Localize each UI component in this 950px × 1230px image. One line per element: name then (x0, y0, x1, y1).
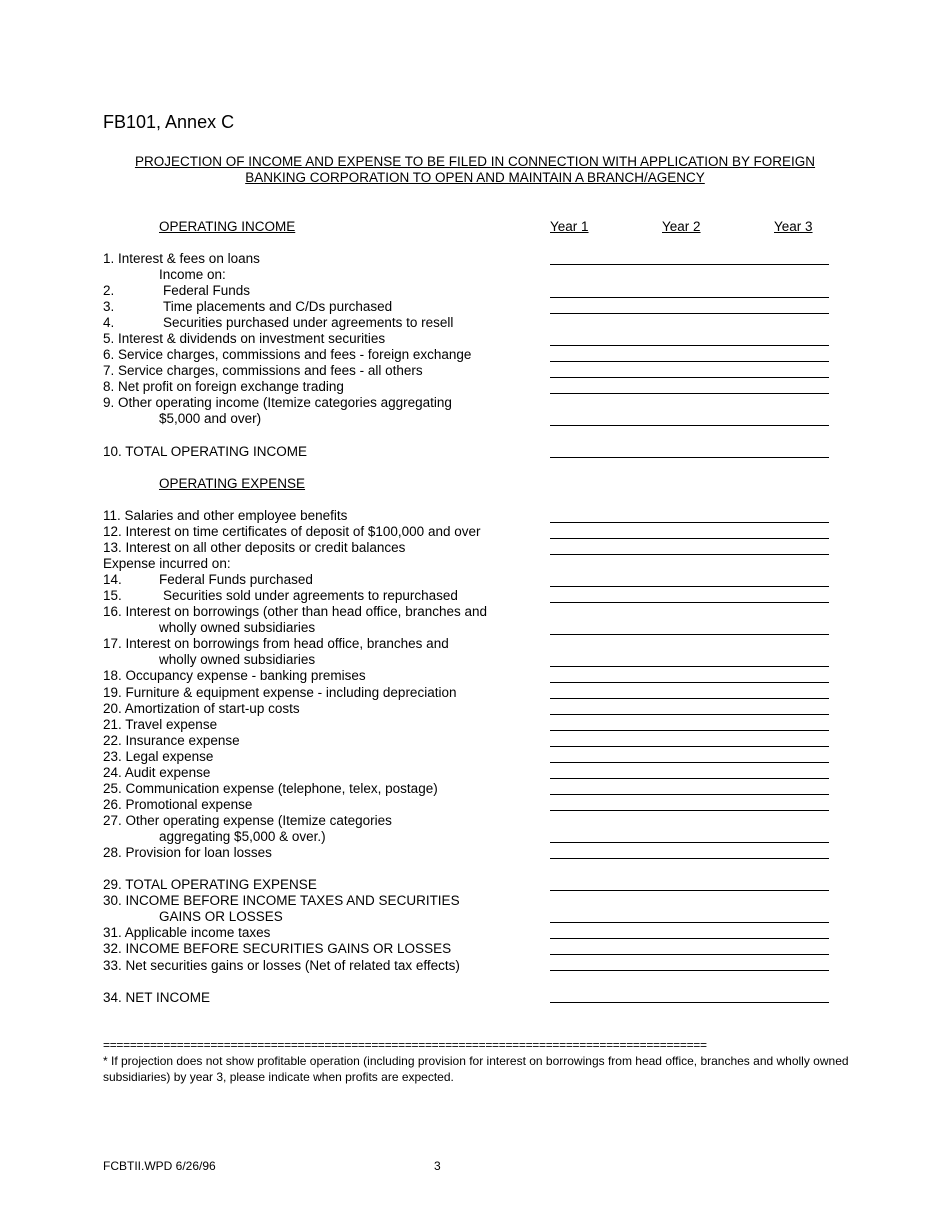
line-label: 17. Interest on borrowings from head office, branches and (103, 636, 449, 651)
entry-line[interactable] (550, 264, 829, 265)
entry-line[interactable] (550, 377, 829, 378)
line-label: Securities sold under agreements to repurchased (163, 588, 458, 603)
line-number: 15. (103, 588, 122, 603)
entry-line[interactable] (550, 602, 829, 603)
line-label: 31. Applicable income taxes (103, 925, 271, 940)
entry-line[interactable] (550, 714, 829, 715)
entry-line[interactable] (550, 682, 829, 683)
footnote: * If projection does not show profitable operation (including provision for interest on borrowings from head office, branches and wholly owned subsidiaries) by year 3, please indicate when profits are expected. (103, 1054, 849, 1084)
line-label: 20. Amortization of start-up costs (103, 701, 300, 716)
line-label: wholly owned subsidiaries (159, 620, 316, 635)
entry-line[interactable] (550, 1002, 829, 1003)
entry-line[interactable] (550, 297, 829, 298)
line-label: 13. Interest on all other deposits or credit balances (103, 540, 406, 555)
entry-line[interactable] (550, 954, 829, 955)
entry-line[interactable] (550, 842, 829, 843)
line-label: Time placements and C/Ds purchased (163, 299, 393, 314)
line-label: 5. Interest & dividends on investment securities (103, 331, 386, 346)
line-label: 25. Communication expense (telephone, telex, postage) (103, 781, 438, 796)
entry-line[interactable] (550, 345, 829, 346)
line-label: 7. Service charges, commissions and fees - all others (103, 363, 423, 378)
line-label: 6. Service charges, commissions and fees - foreign exchange (103, 347, 472, 362)
line-label: 23. Legal expense (103, 749, 214, 764)
line-label: GAINS OR LOSSES (159, 909, 283, 924)
line-label: 32. INCOME BEFORE SECURITIES GAINS OR LOSSES (103, 941, 452, 956)
entry-line[interactable] (550, 762, 829, 763)
line-label: 19. Furniture & equipment expense - including depreciation (103, 685, 457, 700)
entry-line[interactable] (550, 922, 829, 923)
line-label: Expense incurred on: (103, 556, 231, 571)
entry-line[interactable] (550, 457, 829, 458)
separator-line: ========================================================================================== (103, 1038, 707, 1052)
line-label: 24. Audit expense (103, 765, 211, 780)
entry-line[interactable] (550, 586, 829, 587)
document-id: FB101, Annex C (103, 112, 235, 132)
line-label: 12. Interest on time certificates of deposit of $100,000 and over (103, 524, 481, 539)
line-label: 22. Insurance expense (103, 733, 240, 748)
entry-line[interactable] (550, 393, 829, 394)
column-year-2: Year 2 (662, 219, 701, 234)
line-number: 4. (103, 315, 115, 330)
entry-line[interactable] (550, 361, 829, 362)
entry-line[interactable] (550, 313, 829, 314)
line-number: 14. (103, 572, 122, 587)
entry-line[interactable] (550, 666, 829, 667)
line-label: 18. Occupancy expense - banking premises (103, 668, 366, 683)
line-label: 11. Salaries and other employee benefits (103, 508, 348, 523)
entry-line[interactable] (550, 634, 829, 635)
line-label: 27. Other operating expense (Itemize categories (103, 813, 392, 828)
column-year-1: Year 1 (550, 219, 589, 234)
line-label: Income on: (159, 267, 226, 282)
line-label: 30. INCOME BEFORE INCOME TAXES AND SECURITIES (103, 893, 460, 908)
operating-income-heading: OPERATING INCOME (159, 219, 296, 234)
entry-line[interactable] (550, 858, 829, 859)
line-label: 8. Net profit on foreign exchange trading (103, 379, 344, 394)
line-label: 34. NET INCOME (103, 990, 211, 1005)
line-label: $5,000 and over) (159, 411, 262, 426)
operating-expense-heading: OPERATING EXPENSE (159, 476, 306, 491)
page-number: 3 (434, 1159, 441, 1173)
entry-line[interactable] (550, 778, 829, 779)
line-label: 9. Other operating income (Itemize categories aggregating (103, 395, 452, 410)
line-number: 3. (103, 299, 115, 314)
line-label: 26. Promotional expense (103, 797, 253, 812)
line-label: wholly owned subsidiaries (159, 652, 316, 667)
column-year-3: Year 3 (774, 219, 813, 234)
footer-file-reference: FCBTII.WPD 6/26/96 (103, 1159, 216, 1173)
line-label: 1. Interest & fees on loans (103, 251, 260, 266)
line-number: 2. (103, 283, 115, 298)
entry-line[interactable] (550, 522, 829, 523)
entry-line[interactable] (550, 890, 829, 891)
entry-line[interactable] (550, 794, 829, 795)
line-label: 10. TOTAL OPERATING INCOME (103, 444, 308, 459)
entry-line[interactable] (550, 698, 829, 699)
entry-line[interactable] (550, 538, 829, 539)
entry-line[interactable] (550, 746, 829, 747)
entry-line[interactable] (550, 810, 829, 811)
form-title-line-2: BANKING CORPORATION TO OPEN AND MAINTAIN A BRANCH/AGENCY (245, 170, 705, 185)
line-label: 21. Travel expense (103, 717, 218, 732)
entry-line[interactable] (550, 938, 829, 939)
line-label: Securities purchased under agreements to resell (163, 315, 454, 330)
entry-line[interactable] (550, 730, 829, 731)
line-label: Federal Funds (163, 283, 251, 298)
line-label: aggregating $5,000 & over.) (159, 829, 326, 844)
entry-line[interactable] (550, 970, 829, 971)
entry-line[interactable] (550, 425, 829, 426)
line-label: 29. TOTAL OPERATING EXPENSE (103, 877, 317, 892)
line-label: Federal Funds purchased (159, 572, 313, 587)
line-label: 28. Provision for loan losses (103, 845, 272, 860)
entry-line[interactable] (550, 554, 829, 555)
line-label: 33. Net securities gains or losses (Net of related tax effects) (103, 958, 460, 973)
form-title-line-1: PROJECTION OF INCOME AND EXPENSE TO BE FILED IN CONNECTION WITH APPLICATION BY FOREIGN (134, 154, 816, 169)
line-label: 16. Interest on borrowings (other than head office, branches and (103, 604, 487, 619)
